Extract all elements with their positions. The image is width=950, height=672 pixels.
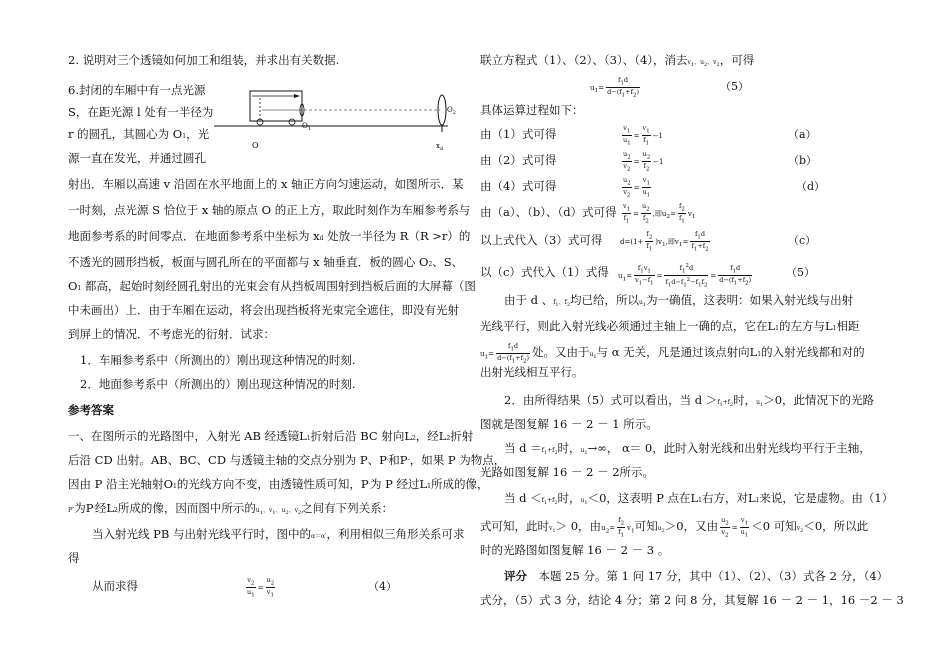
answer-text: 以（c）式代入（1）式得 bbox=[480, 265, 609, 279]
answer-text: 光路如图复解 16 － 2 － 2所示。 bbox=[480, 465, 655, 479]
answer-text: 以上式代入（3）式可得 bbox=[480, 233, 603, 247]
answer-text: 当入射光线 PB 与出射光线平行时，图中的α＝α′，利用相似三角形关系可求 bbox=[92, 527, 465, 541]
equation-tag: （5） bbox=[720, 80, 749, 93]
equation-tag: （b） bbox=[788, 154, 818, 167]
answer-text: 由（1）式可得 bbox=[480, 127, 557, 141]
question-line: 2. 说明对三个透镜如何加工和组装，并求出有关数据. bbox=[68, 53, 340, 67]
equation-4: $\frac{v_2}{u_1}$ = $\frac{u_2}{v_1}$ bbox=[247, 576, 275, 599]
answer-text: 得 bbox=[68, 551, 80, 565]
problem-text: O1 都高，起始时刻经圆孔射出的光束会有从挡板周围射到挡板后面的大屏幕（图 bbox=[68, 279, 476, 293]
equation-tag: （5） bbox=[786, 266, 815, 279]
answer-text: 因由 P 沿主光轴射O1的光线方向不变，由透镜性质可知，P′为 P 经过L1所成的像， bbox=[68, 477, 489, 491]
answer-text: 后沿 CD 出射。AB、BC、CD 与透镜主轴的交点分别为 P、P′和P″，如果 P 为物点， bbox=[68, 453, 506, 467]
left-column bbox=[68, 0, 506, 672]
answer-text: 光线平行，则此入射光线必须通过主轴上一确的点，它在L1的左方与L1相距 bbox=[480, 319, 860, 333]
problem-text: 到屏上的情况．不考虑光的衍射．试求： bbox=[68, 327, 275, 341]
answer-text: 出射光线相互平行。 bbox=[480, 365, 584, 379]
origin-label: O bbox=[252, 141, 259, 150]
wheel-icon bbox=[289, 119, 295, 125]
equation-a: $\frac{v_1}{u_1}$ = $\frac{v_1}{f_1}$ −1 bbox=[623, 124, 663, 147]
answer-text: 当 $d <f_1+f_2$时，$u_1<0$，这表明 P 点在L1右方，对L1来说，它是虚物。由（1） bbox=[504, 491, 894, 507]
equation-ab-d: $\frac{v_1}{f_1}$ = $\frac{u_2}{f_2}$ ,即$u_2=$ $\frac{f_2}{f_1}$ $v_1$ bbox=[623, 202, 696, 225]
o2-label: $O_2$ bbox=[447, 106, 456, 116]
problem-text: 不透光的圆形挡板，板面与圆孔所在的平面都与 x 轴垂直．板的圆心 O2、S、 bbox=[68, 255, 464, 269]
answer-text: 由于 d 、$f_1$、$f_2$均已给，所以$u_1$为一确值，这表明：如果入射光线与出射 bbox=[504, 293, 854, 309]
answer-text: 由（2）式可得 bbox=[480, 153, 557, 167]
scoring-text: 式分，（5）式 3 分，结论 4 分；第 2 问 8 分，其复解 16 － 2 － 1，16 －2 － 3 bbox=[480, 593, 904, 607]
question-2: 2．地面参考系中（所测出的）刚出现这种情况的时刻. bbox=[80, 377, 356, 391]
answer-text: 图就是图复解 16 － 2 － 1 所示。 bbox=[480, 417, 658, 431]
equation-tag: （c） bbox=[788, 234, 817, 247]
o1-label: $O_1$ bbox=[302, 122, 311, 132]
equation-5b: $u_1=$ $\frac{f_1v_1}{v_1-f_1}$ = $\frac{f_1^2d}{f_1d-f_1^2-f_1f_2}$ = $\frac{f_1d}{d-(f_1+f_2)}$ bbox=[618, 263, 752, 289]
equation-tag: （d） bbox=[796, 180, 826, 193]
answer-text: P″为P′经L2所成的像，因而图中所示的$u_1$、$v_1$、$u_2$、$v_2$之间有下列关系： bbox=[68, 501, 394, 517]
answer-heading: 参考答案 bbox=[68, 403, 114, 417]
question-1: 1．车厢参考系中（所测出的）刚出现这种情况的时刻. bbox=[80, 353, 356, 367]
answer-text: 一、在图所示的光路图中，入射光 AB 经透镜L1折射后沿 BC 射向L2，经L2折射 bbox=[68, 429, 474, 443]
scoring-text: 评分 本题 25 分。第 1 问 17 分，其中（1）、（2）、（3）式各 2 分，（4） bbox=[504, 569, 889, 583]
answer-text: 从而求得 bbox=[92, 579, 138, 593]
velocity-arrow bbox=[294, 94, 300, 98]
answer-text: $u_1=$ $\frac{f_1d}{d-(f_1+f_2)}$ 处。又由于$u_1$与 α 无关，凡是通过该点射向L1的入射光线都和对的 bbox=[480, 342, 865, 365]
answer-text: 联立方程式（1）、（2）、（3）、（4），消去$v_1$、$u_2$、$v_2$，可得 bbox=[480, 53, 755, 69]
equation-b: $\frac{u_2}{v_2}$ = $\frac{u_2}{f_2}$ −1 bbox=[623, 150, 664, 173]
problem-text: 中未画出）上．由于车厢在运动，将会出现挡板将光束完全遮住，即没有光射 bbox=[68, 303, 459, 317]
problem-text: 源一直在发光，并通过圆孔 bbox=[68, 151, 206, 165]
train-diagram bbox=[212, 86, 456, 158]
answer-text: 由（a）、（b）、（d）式可得 bbox=[480, 205, 617, 219]
answer-text: 由（4）式可得 bbox=[480, 179, 557, 193]
equation-c: d=(1+ $\frac{f_2}{f_1}$ )$v_1$,即$v_1=$ $\frac{f_1d}{f_1+f_2}$ bbox=[620, 230, 709, 253]
equation-d: $\frac{u_2}{v_2}$ = $\frac{v_1}{u_1}$ bbox=[623, 176, 651, 199]
problem-text: 地面参考系的时间零点．在地面参考系中坐标为 xd 处放一半径为 R（R >r）的 bbox=[68, 229, 471, 243]
right-column bbox=[480, 0, 910, 672]
problem-text: 射出．车厢以高速 v 沿固在水平地面上的 x 轴正方向匀速运动，如图所示．某 bbox=[68, 177, 464, 191]
equation-tag: （4） bbox=[368, 580, 397, 593]
problem-text: r 的圆孔，其圆心为 O1，光 bbox=[68, 127, 210, 141]
problem-text: 一时刻，点光源 S 恰位于 x 轴的原点 O 的正上方，取此时刻作为车厢参考系与 bbox=[68, 203, 471, 217]
equation-5: $u_1=$ $\frac{f_1d}{d-(f_1+f_2)}$ bbox=[590, 76, 639, 99]
problem-6-line: 6.封闭的车厢中有一点光源 bbox=[68, 83, 206, 97]
x-label: $x_d$ bbox=[436, 142, 444, 152]
equation-tag: （a） bbox=[788, 128, 817, 141]
answer-text: 2．由所得结果（5）式可以看出，当 $d >f_1+f_2$时，$u_1>0$，此情况下的光路 bbox=[504, 393, 875, 409]
answer-text: 式可知，此时$v_1> 0$，由$u_2=$ $\frac{f_2}{f_1}$ $v_1$可知$u_2>0$，又由 $\frac{u_2}{v_2}$ = $\frac{v_1}{u_1}$ ＜0 可知$v_2<0$，所以此 bbox=[480, 516, 869, 539]
answer-text: 当 $d =f_1+f_2$时，$u_1\to\infty$， α＝ 0，此时入射光线和出射光线均平行于主轴， bbox=[504, 441, 871, 457]
answer-text: 具体运算过程如下： bbox=[480, 103, 584, 117]
problem-text: S，在距光源 l 处有一半径为 bbox=[68, 105, 214, 119]
answer-text: 时的光路图如图复解 16 － 2 － 3 。 bbox=[480, 543, 670, 557]
